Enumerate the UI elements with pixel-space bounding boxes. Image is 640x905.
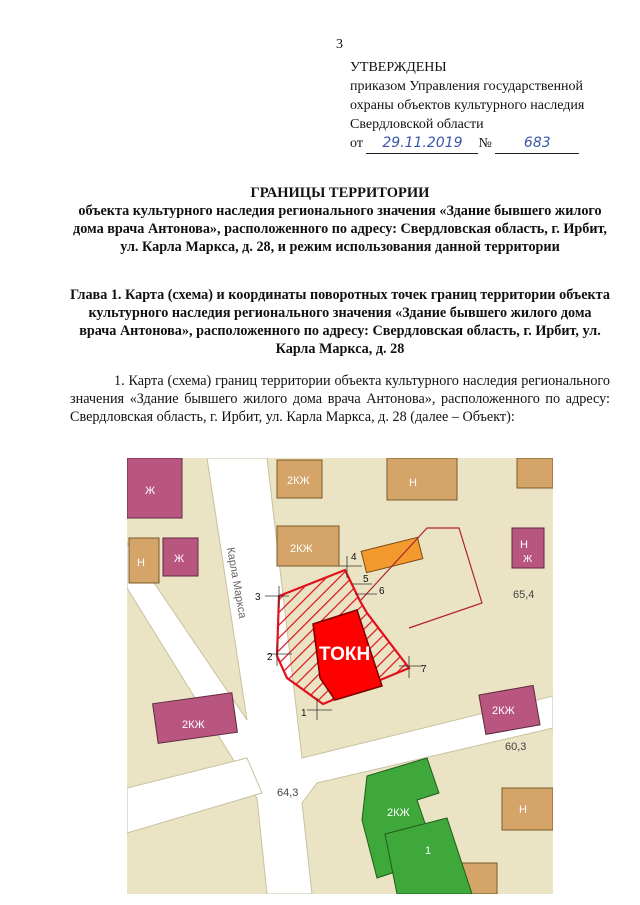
point-label-6: 6 — [379, 586, 385, 597]
boundary-map — [127, 458, 553, 894]
approval-block — [350, 58, 584, 154]
building-label-2: 2КЖ — [287, 475, 310, 487]
approval-from-label: от — [350, 136, 363, 151]
approval-heading: УТВЕРЖДЕНЫ — [350, 60, 447, 75]
building-n-top — [387, 458, 457, 500]
elevation-1: 65,4 — [513, 589, 535, 601]
map-svg — [127, 458, 553, 894]
point-label-5: 5 — [363, 574, 369, 585]
elevation-2: 60,3 — [505, 741, 527, 753]
page-number: 3 — [336, 37, 343, 52]
building-label-5: Ж — [174, 553, 185, 565]
building-corner-top-right — [517, 458, 553, 488]
point-label-4: 4 — [351, 552, 357, 563]
point-label-3: 3 — [255, 592, 261, 603]
building-label-1: Ж — [145, 485, 156, 497]
building-label-13: 1 — [425, 845, 432, 857]
approval-date: 29.11.2019 — [366, 134, 478, 154]
chapter-title: Глава 1. Карта (схема) и координаты поворотных точек границ территории объекта культурного наследия регионального значения «Здание бывшего жилого дома врача Антонова», расположенного по адресу: Свердловская область, г. Ирбит, ул. Карла Маркса, д. 28 — [70, 287, 610, 357]
approval-number: 683 — [495, 134, 579, 154]
building-label-4: Н — [137, 557, 145, 569]
street-label: Карла Маркса — [224, 546, 249, 620]
building-label-7: Н — [520, 539, 528, 551]
point-label-2: 2 — [267, 652, 273, 663]
approval-date-line — [350, 134, 584, 154]
building-label-8: Ж — [523, 554, 533, 565]
point-label-7: 7 — [421, 664, 427, 675]
approval-line-3: Свердловской области — [350, 117, 484, 132]
building-n-bottom-right — [502, 788, 553, 830]
lot-boundary — [360, 528, 482, 628]
approval-line-2: охраны объектов культурного наследия — [350, 98, 585, 113]
building-label-6: 2КЖ — [290, 543, 313, 555]
building-label-11: Н — [519, 804, 527, 816]
approval-number-label: № — [478, 136, 492, 151]
document-title — [70, 184, 610, 256]
paragraph-1: 1. Карта (схема) границ территории объекта культурного наследия регионального значения «Здание бывшего жилого дома врача Антонова», расположенного по адресу: Свердловская область, г. Ирбит, ул. Карла Маркса, д. 28 (далее – Объект): — [70, 373, 610, 425]
elevation-3: 64,3 — [277, 787, 299, 799]
building-label-9: 2КЖ — [182, 719, 205, 731]
building-label-10: 2КЖ — [492, 705, 515, 717]
title-subtitle: объекта культурного наследия регионального значения «Здание бывшего жилого дома врача Антонова», расположенного по адресу: Свердловская область, г. Ирбит, ул. Карла Маркса, д. 28, и режим использования данной территории — [73, 203, 607, 255]
road-cross — [127, 758, 262, 833]
building-label-3: Н — [409, 477, 417, 489]
building-label-12: 2КЖ — [387, 807, 410, 819]
object-label: ТОКН — [319, 644, 371, 665]
point-label-1: 1 — [301, 708, 307, 719]
title-main: ГРАНИЦЫ ТЕРРИТОРИИ — [250, 185, 430, 201]
approval-line-1: приказом Управления государственной — [350, 79, 584, 94]
